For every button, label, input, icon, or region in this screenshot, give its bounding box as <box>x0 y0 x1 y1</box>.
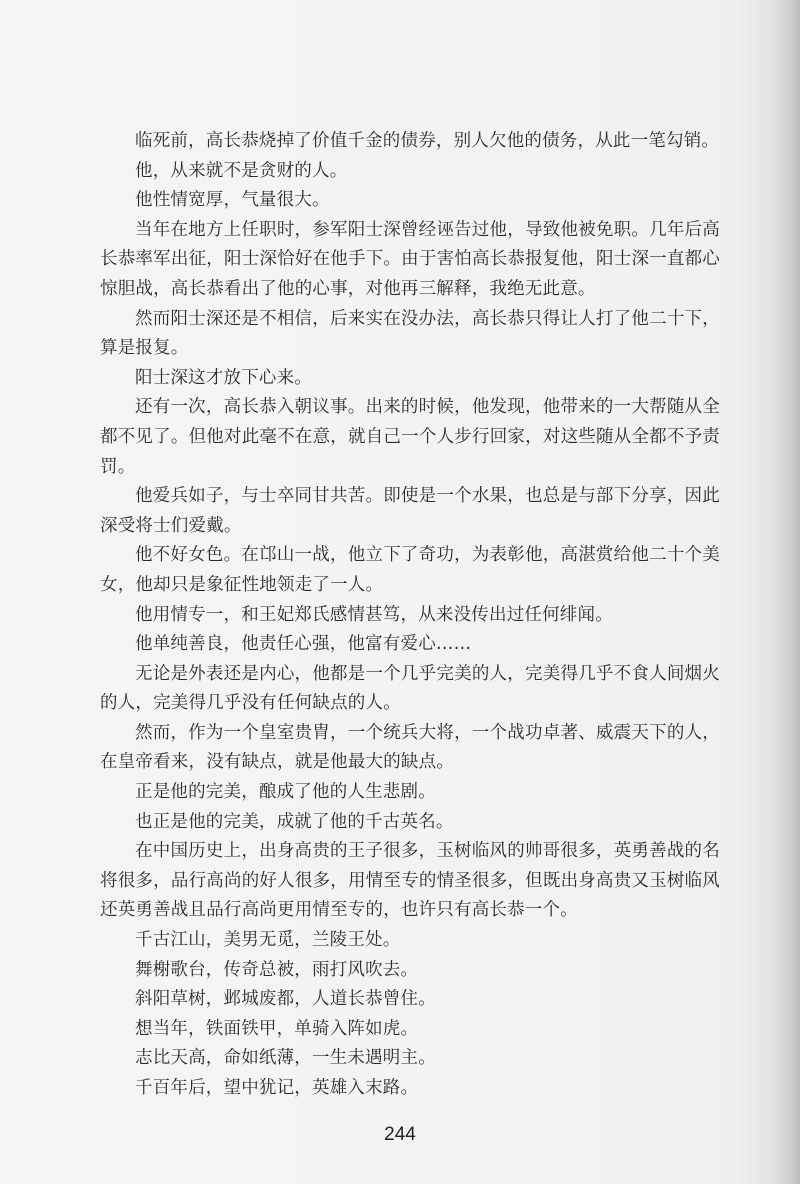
paragraph: 正是他的完美，酿成了他的人生悲剧。 <box>135 782 436 803</box>
paragraph: 在中国历史上，出身高贵的王子很多，玉树临风的帅哥很多，英勇善战的名将很多，品行高尚的好人很多，用情至专的情圣很多，但既出身高贵又玉树临风还英勇善战且品行高尚更用情至专的，也许只有高长恭一个。 <box>100 841 720 921</box>
paragraph: 临死前，高长恭烧掉了价值千金的债券，别人欠他的债务，从此一笔勾销。 <box>135 131 720 151</box>
paragraph: 他单纯善良，他责任心强，他富有爱心…… <box>135 634 472 655</box>
paragraph: 然而阳士深还是不相信，后来实在没办法，高长恭只得让人打了他二十下，算是报复。 <box>100 308 720 359</box>
paragraph: 他用情专一，和王妃郑氏感情甚笃，从来没传出过任何绯闻。 <box>135 604 613 625</box>
paragraph: 他，从来就不是贪财的人。 <box>135 160 348 181</box>
paragraph: 还有一次，高长恭入朝议事。出来的时候，他发现，他带来的一大帮随从全都不见了。但他对此毫不在意，就自己一个人步行回家，对这些随从全都不予责罚。 <box>100 397 720 477</box>
paragraph: 他不好女色。在邙山一战，他立下了奇功，为表彰他，高湛赏给他二十个美女，他却只是象征性地领走了一人。 <box>100 545 720 595</box>
poem-line: 斜阳草树，邺城废都，人道长恭曾住。 <box>135 989 436 1010</box>
poem-line: 千百年后，望中犹记，英雄入末路。 <box>135 1078 419 1098</box>
poem-line: 舞榭歌台，传奇总被，雨打风吹去。 <box>135 959 419 980</box>
poem-line: 想当年，铁面铁甲，单骑入阵如虎。 <box>135 1018 419 1039</box>
paragraph: 他性情宽厚，气量很大。 <box>135 190 330 211</box>
paragraph: 阳士深这才放下心来。 <box>135 367 312 388</box>
body-text <box>100 127 720 1104</box>
page-spine-shadow <box>772 0 800 1184</box>
poem-line: 千古江山，美男无觅，兰陵王处。 <box>135 930 401 951</box>
paragraph: 当年在地方上任职时，参军阳士深曾经诬告过他，导致他被免职。几年后高长恭率军出征，阳士深恰好在他手下。由于害怕高长恭报复他，阳士深一直都心惊胆战，高长恭看出了他的心事，对他再三解释，我绝无此意。 <box>100 219 720 299</box>
paragraph: 他爱兵如子，与士卒同甘共苦。即使是一个水果，也总是与部下分享，因此深受将士们爱戴。 <box>100 486 720 536</box>
paragraph: 无论是外表还是内心，他都是一个几乎完美的人，完美得几乎不食人间烟火的人，完美得几乎没有任何缺点的人。 <box>100 663 720 714</box>
paragraph: 然而，作为一个皇室贵胄，一个统兵大将，一个战功卓著、威震天下的人，在皇帝看来，没有缺点，就是他最大的缺点。 <box>100 722 720 773</box>
paragraph: 也正是他的完美，成就了他的千古英名。 <box>135 811 454 832</box>
page-number: 244 <box>384 1124 416 1145</box>
poem-line: 志比天高，命如纸薄，一生未遇明主。 <box>135 1048 436 1069</box>
